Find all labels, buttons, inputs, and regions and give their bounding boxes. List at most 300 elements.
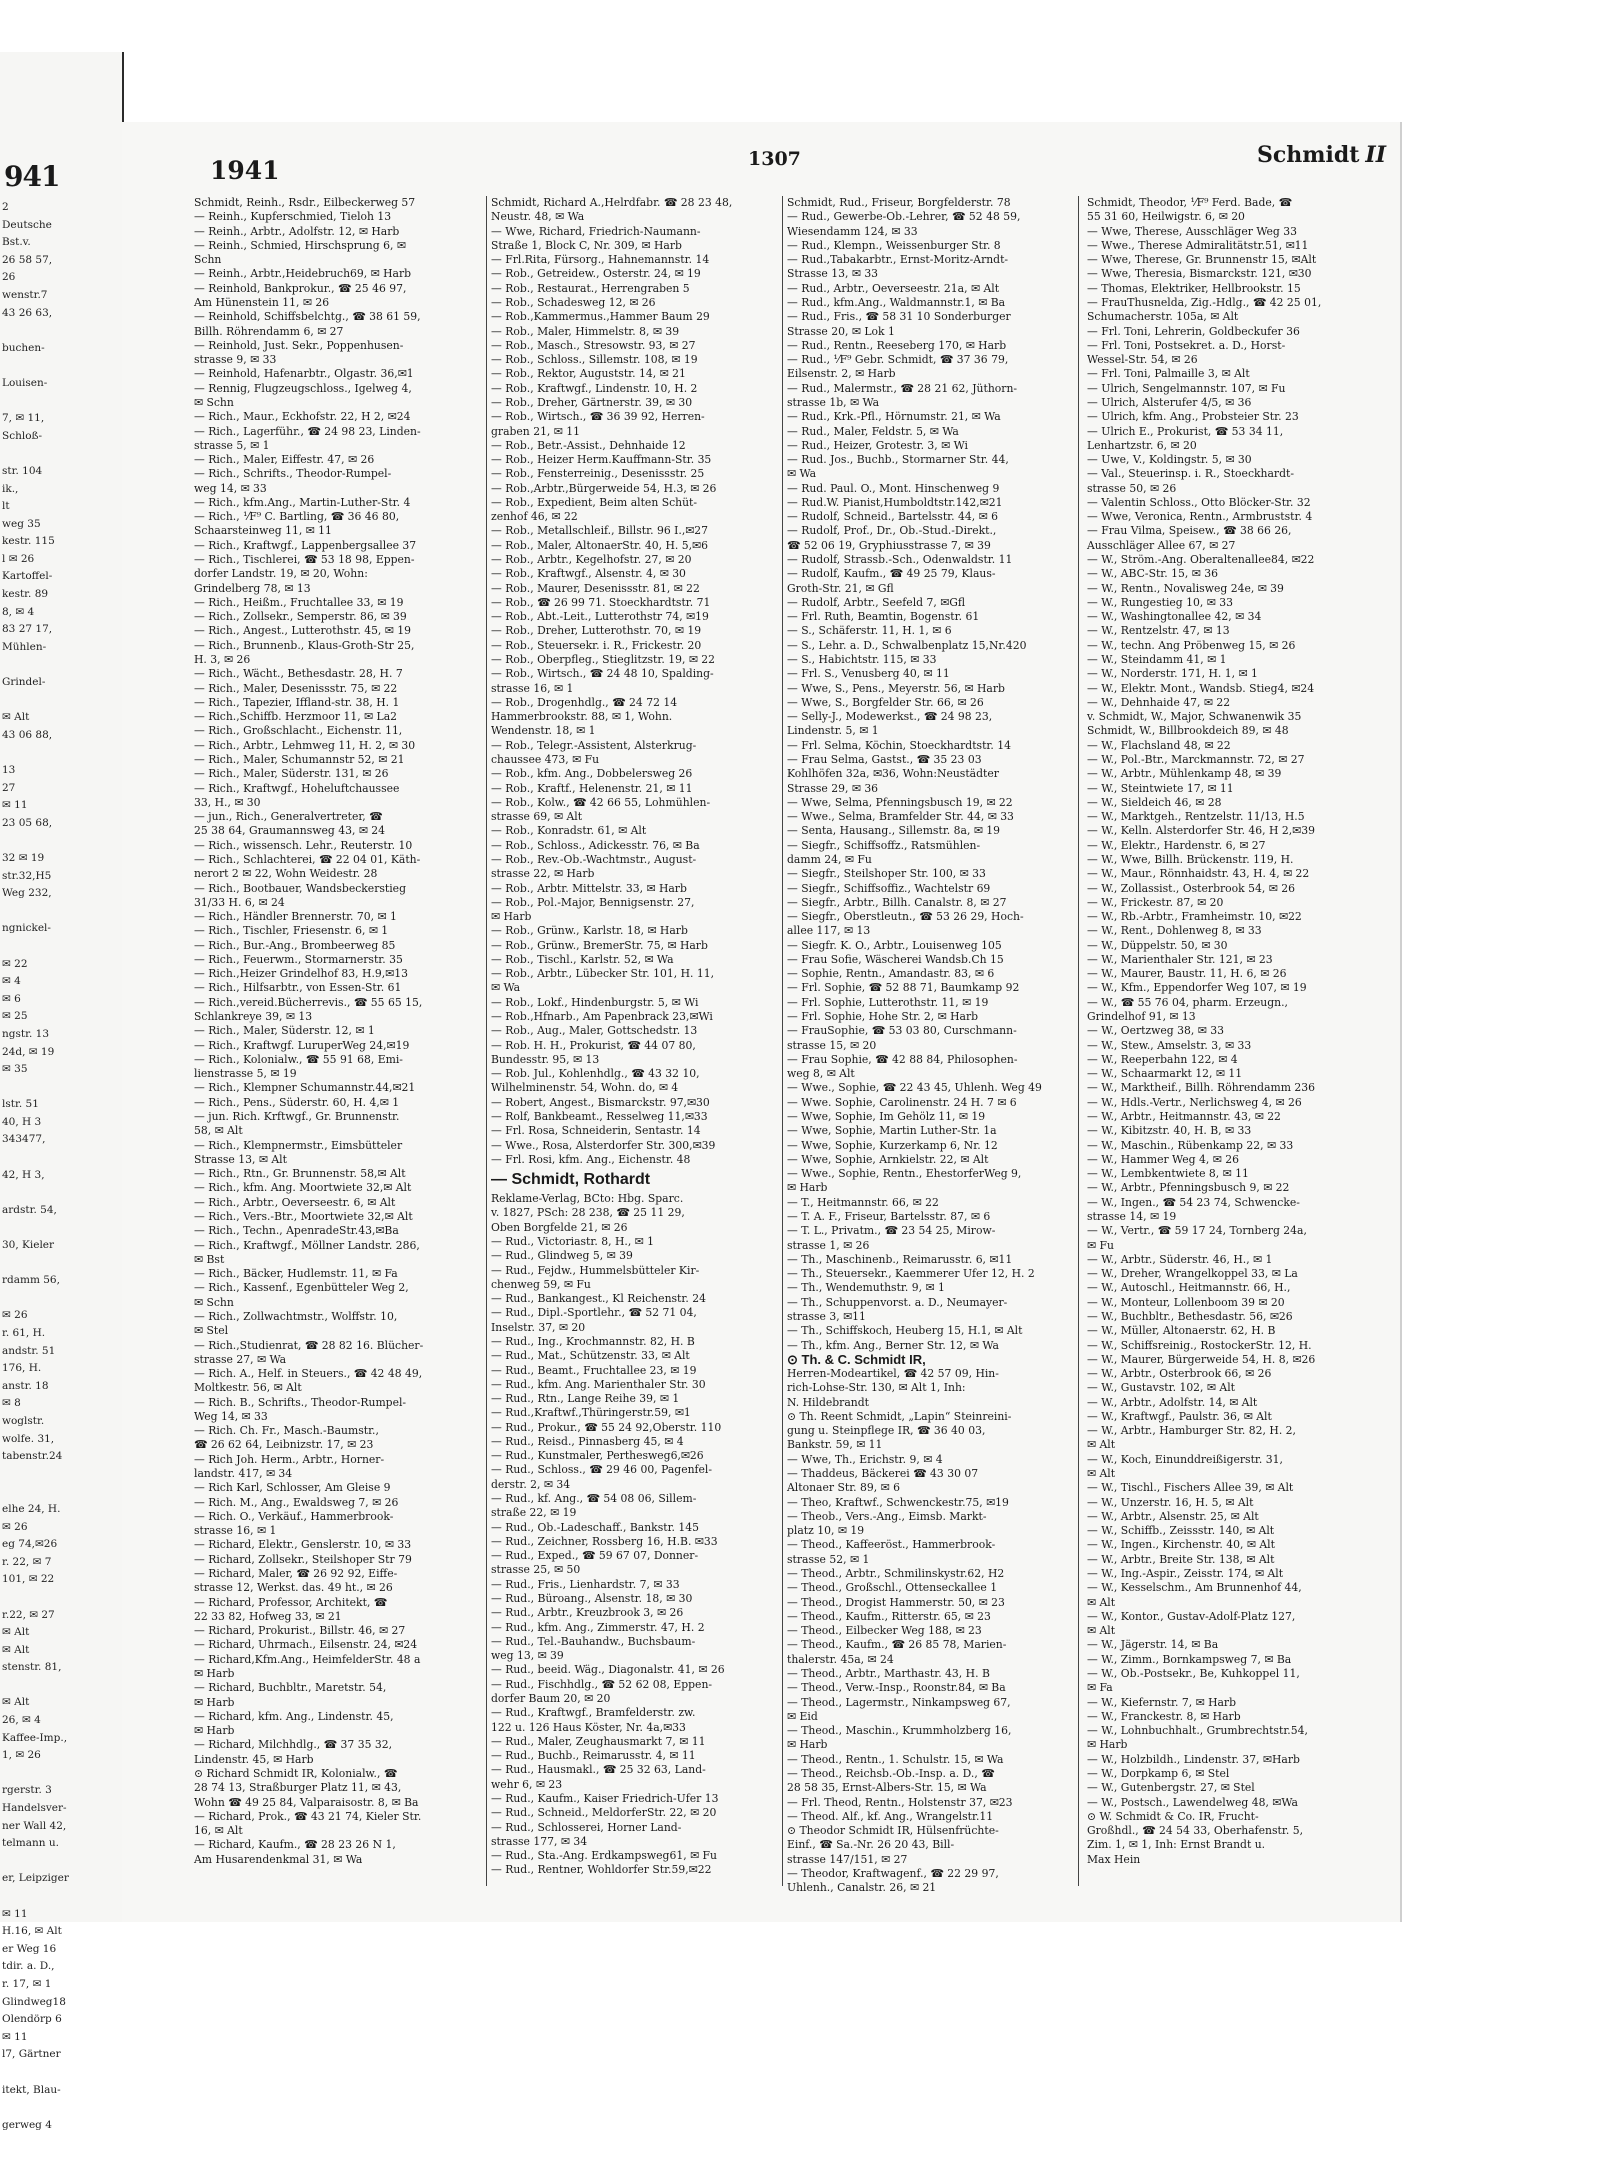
directory-entry-line: — Rich Joh. Herm., Arbtr., Horner- (194, 1452, 385, 1466)
previous-page-line: ngstr. 13 (2, 1027, 49, 1040)
directory-entry-line: chaussee 473, ✉ Fu (491, 752, 600, 766)
directory-entry-line: — Rud., Rentn., Reeseberg 170, ✉ Harb (787, 338, 1007, 352)
directory-entry-line: — W., Kelln. Alsterdorfer Str. 46, H 2,✉39 (1087, 824, 1315, 838)
previous-page-line: ✉ 22 (2, 957, 28, 970)
previous-page-line: weg 35 (2, 517, 41, 530)
directory-entry-line: — W., Ingen., ☎ 54 23 74, Schwencke- (1087, 1195, 1300, 1209)
directory-entry-line: — Rud., Reisd., Pinnasberg 45, ✉ 4 (491, 1434, 684, 1448)
directory-entry-line: — Rob., Wirtsch., ☎ 36 39 92, Herren- (491, 410, 705, 424)
directory-entry-line: — Valentin Schloss., Otto Blöcker-Str. 32 (1087, 495, 1311, 509)
directory-entry-line: — Rob., Masch., Stresowstr. 93, ✉ 27 (491, 338, 696, 352)
directory-entry-line: — Frl. S., Venusberg 40, ✉ 11 (787, 667, 950, 681)
directory-entry-line: — Uwe, V., Koldingstr. 5, ✉ 30 (1087, 453, 1252, 467)
directory-entry-line: — W., Franckestr. 8, ✉ Harb (1087, 1709, 1241, 1723)
directory-entry-line: platz 10, ✉ 19 (787, 1524, 865, 1538)
previous-page-line (2, 1853, 122, 1871)
previous-page-line: Bst.v. (2, 236, 31, 249)
directory-entry-line: — W., Arbtr., Süderstr. 46, H., ✉ 1 (1087, 1252, 1273, 1266)
previous-page-line: 83 27 17, (2, 623, 53, 636)
directory-entry-line: — W., Hdls.-Vertr., Nerlichsweg 4, ✉ 26 (1087, 1095, 1302, 1109)
previous-page-line: ✉ 8 (2, 1397, 21, 1410)
previous-page-line (2, 938, 122, 956)
directory-entry-line: — Rob., Fensterreinig., Desenissstr. 25 (491, 467, 705, 481)
previous-page-line: Kartoffel- (2, 570, 53, 583)
directory-entry-line: — Frl.Rita, Fürsorg., Hahnemannstr. 14 (491, 253, 710, 267)
directory-entry-line: ✉ Wa (491, 981, 521, 995)
previous-page-line: kestr. 115 (2, 535, 55, 548)
directory-entry-line: 22 33 82, Hofweg 33, ✉ 21 (194, 1609, 342, 1623)
directory-entry-line: — W., ABC-Str. 15, ✉ 36 (1087, 567, 1218, 581)
directory-entry-line: — Reinhold, Just. Sekr., Poppenhusen- (194, 338, 404, 352)
directory-entry-line: ✉ Harb (491, 910, 532, 924)
directory-entry-line: — Rich., Klempner Schumannstr.44,✉21 (194, 1081, 416, 1095)
directory-entry-line: strasse 16, ✉ 1 (194, 1524, 277, 1538)
previous-page-line: ✉ Alt (2, 711, 30, 724)
directory-entry-line: — Rud.,Tabakarbtr., Ernst-Moritz-Arndt- (787, 253, 1009, 267)
directory-entry-line: — Rich., kfm. Ang. Moortwiete 32,✉ Alt (194, 1181, 412, 1195)
directory-entry-line: — Rud. Paul. O., Mont. Hinschenweg 9 (787, 481, 1000, 495)
directory-entry-line: — Rich., Pens., Süderstr. 60, H. 4,✉ 1 (194, 1095, 400, 1109)
directory-entry-line: — W., Arbtr., Osterbrook 66, ✉ 26 (1087, 1367, 1272, 1381)
directory-entry-line: Lindenstr. 5, ✉ 1 (787, 724, 879, 738)
previous-page-line (2, 1677, 122, 1695)
directory-entry-line: — Frl. Toni, Palmaille 3, ✉ Alt (1087, 367, 1250, 381)
directory-entry-line: — Rud., Kraftwgf., Bramfelderstr. zw. (491, 1706, 696, 1720)
directory-entry-line: strasse 22, ✉ Harb (491, 867, 595, 881)
directory-entry-line: — Rich., Maler, Eiffestr. 47, ✉ 26 (194, 453, 375, 467)
directory-entry-line: — Rich., Angest., Lutterothstr. 45, ✉ 19 (194, 624, 412, 638)
directory-entry-line: — Reinh., Arbtr.,Heidebruch69, ✉ Harb (194, 267, 412, 281)
directory-entry-line: — Rud., Tel.-Bauhandw., Buchsbaum- (491, 1634, 696, 1648)
directory-entry-line: — Wwe., Therese Admiralitätstr.51, ✉11 (1087, 238, 1309, 252)
directory-entry-line: ✉ Alt (1087, 1438, 1116, 1452)
directory-entry-line: — W., Arbtr., Pfenningsbusch 9, ✉ 22 (1087, 1181, 1290, 1195)
directory-entry-line: — W., techn. Ang Pröbenweg 15, ✉ 26 (1087, 638, 1296, 652)
directory-entry-line: — Richard, Zollsekr., Steilshoper Str 79 (194, 1552, 412, 1566)
directory-entry-line: — Rud., Fris., ☎ 58 31 10 Sonderburger (787, 310, 1011, 324)
directory-entry-line: — Rich., Bur.-Ang., Brombeerweg 85 (194, 938, 396, 952)
previous-page-line: 42, H 3, (2, 1168, 45, 1181)
previous-page-line: anstr. 18 (2, 1379, 49, 1392)
directory-entry-line: — Rich., Schlachterei, ☎ 22 04 01, Käth- (194, 852, 421, 866)
directory-entry-line: — Reinhold, Hafenarbtr., Olgastr. 36,✉1 (194, 367, 414, 381)
directory-entry-line: — W., Arbtr., Breite Str. 138, ✉ Alt (1087, 1552, 1275, 1566)
previous-page-line: Deutsche (2, 218, 52, 231)
directory-entry-line: — W., Wwe, Billh. Brückenstr. 119, H. (1087, 852, 1294, 866)
previous-page-line: ✉ 26 (2, 1520, 28, 1533)
directory-entry-line: — Theod., Großschl., Ottenseckallee 1 (787, 1581, 998, 1595)
directory-entry-line: Zim. 1, ✉ 1, Inh: Ernst Brandt u. (1087, 1838, 1266, 1852)
directory-entry-line: — W., Maurer, Baustr. 11, H. 6, ✉ 26 (1087, 967, 1287, 981)
directory-entry-line: strasse 3, ✉11 (787, 1309, 866, 1323)
previous-page-line (2, 903, 122, 921)
previous-page-line: Weg 232, (2, 887, 52, 900)
directory-entry-line: — Ulrich, Alsterufer 4/5, ✉ 36 (1087, 395, 1252, 409)
previous-page-line: 343477, (2, 1133, 46, 1146)
directory-entry-line: — Rud., Prokur., ☎ 55 24 92,Oberstr. 110 (491, 1420, 722, 1434)
directory-entry-line: — W., Marienthaler Str. 121, ✉ 23 (1087, 952, 1273, 966)
directory-column-4 (1078, 196, 1372, 1886)
previous-page-line (2, 2064, 122, 2082)
previous-page-line: l7, Gärtner (2, 2048, 61, 2061)
directory-entry-line: — Richard, Buchbltr., Maretstr. 54, (194, 1681, 387, 1695)
directory-entry-line: — Frl. Theod, Rentn., Holstenstr 37, ✉23 (787, 1795, 1013, 1809)
previous-page-edge (0, 52, 124, 2131)
directory-entry-line: — W., Pol.-Btr., Marckmannstr. 72, ✉ 27 (1087, 752, 1305, 766)
directory-entry-line: — Siegfr., Arbtr., Billh. Canalstr. 8, ✉ 27 (787, 895, 1007, 909)
directory-entry-line: — Rich., Bootbauer, Wandsbeckerstieg (194, 881, 406, 895)
directory-entry-line: Strasse 29, ✉ 36 (787, 781, 879, 795)
directory-entry-line: — Rud., Zeichner, Rossberg 16, H.B. ✉33 (491, 1534, 718, 1548)
directory-entry-line: — Rich., Arbtr., Oeverseestr. 6, ✉ Alt (194, 1195, 396, 1209)
directory-entry-line: — Rich. Ch. Fr., Masch.-Baumstr., (194, 1424, 379, 1438)
directory-entry-line: strasse 52, ✉ 1 (787, 1552, 870, 1566)
directory-entry-line: — W., Marktheif., Billh. Röhrendamm 236 (1087, 1081, 1316, 1095)
directory-entry-line: — Rich., Schrifts., Theodor-Rumpel- (194, 467, 392, 481)
previous-page-line: 176, H. (2, 1362, 42, 1375)
previous-page-line: 101, ✉ 22 (2, 1573, 55, 1586)
directory-entry-line: — Rob.,Arbtr.,Bürgerweide 54, H.3, ✉ 26 (491, 481, 717, 495)
directory-column-3 (782, 196, 1072, 1895)
previous-page-line: ardstr. 54, (2, 1203, 57, 1216)
directory-entry-line: — Rud., Fejdw., Hummelsbütteler Kir- (491, 1263, 700, 1277)
directory-entry-line: 31/33 H. 6, ✉ 24 (194, 895, 285, 909)
directory-entry-line: — Frl. Toni, Postsekret. a. D., Horst- (1087, 338, 1286, 352)
directory-entry-line: — Frau Sofie, Wäscherei Wandsb.Ch 15 (787, 952, 1004, 966)
directory-entry-line: Kohlhöfen 32a, ✉36, Wohn:Neustädter (787, 767, 999, 781)
directory-entry-line: — Rob., Restaurat., Herrengraben 5 (491, 281, 690, 295)
directory-entry-line: — Frl. Sophie, Lutterothstr. 11, ✉ 19 (787, 995, 989, 1009)
directory-entry-line: — Rich., Tapezier, Iffland-str. 38, H. 1 (194, 695, 400, 709)
directory-entry-line: — Richard, Professor, Architekt, ☎ (194, 1595, 388, 1609)
directory-entry-line: Wohn ☎ 49 25 84, Valparaisostr. 8, ✉ Ba (194, 1795, 419, 1809)
directory-entry-line: — Rud.W. Pianist,Humboldtstr.142,✉21 (787, 495, 1003, 509)
directory-entry-line: — W., Steintwiete 17, ✉ 11 (1087, 781, 1234, 795)
directory-entry-line: — W., Schaarmarkt 12, ✉ 11 (1087, 1067, 1243, 1081)
directory-entry-line: Schmidt, W., Billbrookdeich 89, ✉ 48 (1087, 724, 1289, 738)
directory-entry-line: — Ulrich, kfm. Ang., Probsteier Str. 23 (1087, 410, 1299, 424)
previous-page-line: 2 (2, 201, 9, 213)
directory-entry-line: strasse 1, ✉ 26 (787, 1238, 870, 1252)
previous-page-line: str. 104 (2, 464, 43, 477)
previous-page-line: lt (2, 500, 10, 513)
directory-entry-line: — Frau Selma, Gastst., ☎ 35 23 03 (787, 752, 982, 766)
directory-entry-line: — Rich., Arbtr., Lehmweg 11, H. 2, ✉ 30 (194, 738, 416, 752)
directory-entry-line: — W., Jägerstr. 14, ✉ Ba (1087, 1638, 1219, 1652)
directory-entry-line: — Rich Karl, Schlosser, Am Gleise 9 (194, 1481, 391, 1495)
directory-entry-line: Schn (194, 253, 222, 267)
directory-entry-line: — Rob., Schloss., Adickesstr. 76, ✉ Ba (491, 838, 700, 852)
directory-entry-line: — Rudolf, Prof., Dr., Ob.-Stud.-Direkt., (787, 524, 997, 538)
previous-page-line: ✉ 25 (2, 1010, 28, 1023)
directory-entry-line: — Rudolf, Schneid., Bartelsstr. 44, ✉ 6 (787, 510, 998, 524)
directory-entry-line: Strasse 13, ✉ 33 (787, 267, 879, 281)
previous-page-line: 40, H 3 (2, 1115, 42, 1128)
previous-page-line (2, 656, 122, 674)
directory-entry-line: strasse 9, ✉ 33 (194, 353, 277, 367)
directory-entry-line: — FrauSophie, ☎ 53 03 80, Curschmann- (787, 1024, 1017, 1038)
directory-entry-line: — Rich., Kraftwgf. LuruperWeg 24,✉19 (194, 1038, 410, 1052)
directory-entry-line: — Rud., Glindweg 5, ✉ 39 (491, 1249, 633, 1263)
directory-entry-line: — Wwe, S., Pens., Meyerstr. 56, ✉ Harb (787, 681, 1005, 695)
directory-entry-line: — Rich.,Studienrat, ☎ 28 82 16. Blücher- (194, 1338, 424, 1352)
directory-entry-line: — Rudolf, Arbtr., Seefeld 7, ✉Gfl (787, 595, 966, 609)
directory-entry-line: — S., Schäferstr. 11, H. 1, ✉ 6 (787, 624, 952, 638)
directory-entry-line: — Rud., Maler, Zeughausmarkt 7, ✉ 11 (491, 1734, 706, 1748)
directory-entry-line: — Rud., Maler, Feldstr. 5, ✉ Wa (787, 424, 959, 438)
previous-page-line: andstr. 51 (2, 1344, 56, 1357)
directory-entry-line: Lenhartzstr. 6, ✉ 20 (1087, 438, 1197, 452)
directory-entry-line: — W., Postsch., Lawendelweg 48, ✉Wa (1087, 1795, 1298, 1809)
directory-entry-line: — W., Unzerstr. 16, H. 5, ✉ Alt (1087, 1495, 1254, 1509)
directory-entry-line: weg 8, ✉ Alt (787, 1067, 855, 1081)
directory-entry-line: weg 14, ✉ 33 (194, 481, 267, 495)
directory-entry-line: — Rolf, Bankbeamt., Resselweg 11,✉33 (491, 1110, 708, 1123)
directory-entry-line: — Rob., kfm. Ang., Dobbelersweg 26 (491, 767, 693, 781)
previous-page-line: lstr. 51 (2, 1098, 39, 1111)
previous-page-line: 30, Kieler (2, 1239, 55, 1252)
directory-entry-line: — Rich., Lagerführ., ☎ 24 98 23, Linden- (194, 424, 421, 438)
previous-page-line: ✉ Alt (2, 1643, 30, 1656)
directory-entry-line: ✉ Bst (194, 1252, 225, 1266)
directory-entry-line: — Rennig, Flugzeugschloss., Igelweg 4, (194, 381, 412, 395)
directory-entry-line: — Frl. Rosi, kfm. Ang., Eichenstr. 48 (491, 1152, 691, 1166)
directory-entry-line: — W., Düppelstr. 50, ✉ 30 (1087, 938, 1228, 952)
directory-entry-line: — W., Tischl., Fischers Allee 39, ✉ Alt (1087, 1481, 1294, 1495)
directory-entry-line: — Rich., Großschlacht., Eichenstr. 11, (194, 724, 403, 738)
directory-entry-line: — W., Maschin., Rübenkamp 22, ✉ 33 (1087, 1138, 1294, 1152)
previous-page-line (2, 832, 122, 850)
directory-entry-line: derstr. 2, ✉ 34 (491, 1477, 571, 1491)
directory-entry-line: — Th., Maschinenb., Reimarusstr. 6, ✉11 (787, 1252, 1013, 1266)
directory-entry-line: — Rob., Aug., Maler, Gottschedstr. 13 (491, 1024, 698, 1038)
previous-page-line: itekt, Blau- (2, 2083, 61, 2096)
directory-entry-line: — Rich., Zollsekr., Semperstr. 86, ✉ 39 (194, 610, 407, 624)
directory-entry-line: — Rich., Brunnenb., Klaus-Groth-Str 25, (194, 638, 415, 652)
directory-entry-line: strasse 15, ✉ 20 (787, 1038, 877, 1052)
previous-page-line: 26 (2, 271, 16, 284)
directory-entry-line: — W., Arbtr., Heitmannstr. 43, ✉ 22 (1087, 1110, 1281, 1123)
directory-entry-line: Schmidt, Richard A.,Helrdfabr. ☎ 28 23 48, (491, 196, 733, 209)
directory-entry-line: strasse 12, Werkst. das. 49 ht., ✉ 26 (194, 1581, 393, 1595)
previous-page-line (2, 1079, 122, 1097)
directory-entry-line: damm 24, ✉ Fu (787, 852, 872, 866)
directory-entry-line: gung u. Steinpflege IR, ☎ 36 40 03, (787, 1424, 986, 1438)
directory-entry-line: v. Schmidt, W., Major, Schwanenwik 35 (1087, 710, 1302, 724)
directory-entry-line: — Rich., Klempnermstr., Eimsbütteler (194, 1138, 403, 1152)
directory-entry-line: Am Hünenstein 11, ✉ 26 (194, 295, 330, 309)
directory-entry-line: — Rob., ☎ 26 99 71. Stoeckhardtstr. 71 (491, 595, 711, 609)
directory-entry-line: — Rud., Arbtr., Kreuzbrook 3, ✉ 26 (491, 1606, 684, 1620)
running-title (1257, 142, 1386, 168)
directory-entry-line: zenhof 46, ✉ 22 (491, 510, 578, 524)
directory-entry-line: — Wwe, Veronica, Rentn., Armbruststr. 4 (1087, 510, 1313, 524)
page-number: 1307 (748, 148, 801, 170)
directory-entry-line: — Rud., Bankangest., Kl Reichenstr. 24 (491, 1292, 706, 1306)
directory-entry-line: — Richard, Kaufm., ☎ 28 23 26 N 1, (194, 1838, 396, 1852)
previous-page-line (2, 1290, 122, 1308)
directory-entry-line: Inselstr. 37, ✉ 20 (491, 1320, 586, 1334)
directory-entry-line: — Frau Vilma, Speisew., ☎ 38 66 26, (1087, 524, 1292, 538)
directory-entry-line: — Rich. A., Helf. in Steuers., ☎ 42 48 49, (194, 1367, 423, 1381)
directory-entry-line: — Rob.,Kammermus.,Hammer Baum 29 (491, 310, 710, 324)
directory-entry-line: — Richard, Elektr., Genslerstr. 10, ✉ 33 (194, 1538, 412, 1552)
directory-entry-line: ⊙ Th. Reent Schmidt, „Lapin“ Steinreini- (787, 1409, 1012, 1423)
directory-entry-line: — Rud., kf. Ang., ☎ 54 08 06, Sillem- (491, 1492, 697, 1506)
directory-entry-line: — Rich., kfm.Ang., Martin-Luther-Str. 4 (194, 495, 411, 509)
directory-entry-line: Wessel-Str. 54, ✉ 26 (1087, 353, 1198, 367)
directory-entry-line: Schlankreye 39, ✉ 13 (194, 1010, 313, 1024)
directory-entry-line: Uhlenh., Canalstr. 26, ✉ 21 (787, 1881, 937, 1895)
directory-entry-line: — Rob., Maurer, Desenissstr. 81, ✉ 22 (491, 581, 700, 595)
directory-entry-line: — Rud., Hausmakl., ☎ 25 32 63, Land- (491, 1763, 706, 1777)
directory-entry-line: — Rob. Jul., Kohlenhdlg., ☎ 43 32 10, (491, 1067, 700, 1081)
directory-entry-line: ⊙ W. Schmidt & Co. IR, Frucht- (1087, 1809, 1259, 1823)
previous-page-line: telmann u. (2, 1837, 59, 1850)
directory-entry-line: — Rud., Heizer, Grotestr. 3, ✉ Wi (787, 438, 968, 452)
previous-page-line: 24d, ✉ 19 (2, 1045, 55, 1058)
directory-entry-line: — Rich., Kraftwgf., Hoheluftchaussee (194, 781, 400, 795)
directory-entry-line: — Val., Steuerinsp. i. R., Stoeckhardt- (1087, 467, 1294, 481)
directory-entry-line: — Wwe, S., Borgfelder Str. 66, ✉ 26 (787, 695, 984, 709)
directory-entry-line: — W., Kfm., Eppendorfer Weg 107, ✉ 19 (1087, 981, 1307, 995)
directory-entry-line: — Rob. H. H., Prokurist, ☎ 44 07 80, (491, 1038, 696, 1052)
directory-entry-line: — W., Kesselschm., Am Brunnenhof 44, (1087, 1581, 1302, 1595)
directory-entry-line: — Rob., Grünw., Karlstr. 18, ✉ Harb (491, 924, 688, 938)
previous-page-line: 32 ✉ 19 (2, 851, 45, 864)
directory-entry-line: Wilhelminenstr. 54, Wohn. do, ✉ 4 (491, 1081, 679, 1095)
directory-entry-line: — Rob., Arbtr., Kegelhofstr. 27, ✉ 20 (491, 553, 692, 567)
directory-entry-line: ⊙ Richard Schmidt IR, Kolonialw., ☎ (194, 1766, 398, 1780)
directory-entry-line: — W., Oertzweg 38, ✉ 33 (1087, 1024, 1224, 1038)
directory-entry-line: — Rob., Dreher, Lutterothstr. 70, ✉ 19 (491, 624, 702, 638)
directory-entry-line: — W., Reeperbahn 122, ✉ 4 (1087, 1052, 1238, 1066)
directory-entry-line: — Richard, kfm. Ang., Lindenstr. 45, (194, 1709, 394, 1723)
directory-entry-line: — Rob., Kraftf., Helenenstr. 21, ✉ 11 (491, 781, 693, 795)
directory-entry-line: — Rob., Arbtr., Lübecker Str. 101, H. 11, (491, 967, 715, 981)
header-year: 1941 (210, 156, 280, 185)
directory-entry-line: — Rud., Beamt., Fruchtallee 23, ✉ 19 (491, 1363, 697, 1377)
directory-entry-line: — Rob., Getreidew., Osterstr. 24, ✉ 19 (491, 267, 701, 281)
directory-entry-line: — Frl. Sophie, Hohe Str. 2, ✉ Harb (787, 1010, 979, 1024)
directory-entry-line: — Rud.,Kraftwf.,Thüringerstr.59, ✉1 (491, 1406, 691, 1420)
directory-entry-line: — W., Lohnbuchhalt., Grumbrechtstr.54, (1087, 1724, 1308, 1738)
directory-entry-line: — jun., Rich., Generalvertreter, ☎ (194, 810, 383, 824)
directory-entry-line: ✉ Wa (787, 467, 817, 481)
directory-entry-line: — Rich., Kraftwgf., Lappenbergsallee 37 (194, 538, 417, 552)
previous-page-line (2, 2099, 122, 2117)
directory-entry-line: chenweg 59, ✉ Fu (491, 1277, 591, 1291)
previous-page-line: r. 61, H. (2, 1327, 46, 1339)
previous-page-line: ✉ 11 (2, 2030, 28, 2043)
directory-entry-line: — Rich., Feuerwm., Stormarnerstr. 35 (194, 952, 403, 966)
previous-page-line (2, 692, 122, 710)
directory-entry-line: ✉ Schn (194, 1295, 234, 1309)
directory-entry-line: — Rob., Drogenhdlg., ☎ 24 72 14 (491, 695, 678, 709)
directory-entry-line: Moltkestr. 56, ✉ Alt (194, 1381, 302, 1395)
directory-entry-line: — Rich., Händler Brennerstr. 70, ✉ 1 (194, 910, 397, 924)
directory-entry-line: — Rud., Gewerbe-Ob.-Lehrer, ☎ 52 48 59, (787, 210, 1021, 224)
directory-entry-line: Herren-Modeartikel, ☎ 42 57 09, Hin- (787, 1367, 999, 1381)
page-header (122, 122, 1400, 186)
directory-entry-line: 25 38 64, Graumannsweg 43, ✉ 24 (194, 824, 386, 838)
directory-entry-line: — Rud., kfm.Ang., Waldmannstr.1, ✉ Ba (787, 295, 1006, 309)
firm-heading: ⊙ Th. & C. Schmidt IR, (787, 1351, 926, 1367)
directory-entry-line: — W., Vertr., ☎ 59 17 24, Tornberg 24a, (1087, 1224, 1307, 1238)
directory-entry-line: 33, H., ✉ 30 (194, 795, 261, 809)
directory-entry-line: — W., Maur., Rönnhaidstr. 43, H. 4, ✉ 22 (1087, 867, 1310, 881)
directory-entry-line: — W., Marktgeh., Rentzelstr. 11/13, H.5 (1087, 810, 1305, 824)
directory-entry-line: — Wwe, Richard, Friedrich-Naumann- (491, 224, 701, 238)
directory-entry-line: ✉ Harb (194, 1724, 235, 1738)
previous-page-line: ✉ 11 (2, 799, 28, 812)
directory-column-1 (190, 196, 479, 1886)
previous-page-line: kestr. 89 (2, 588, 49, 601)
directory-entry-line: strasse 14, ✉ 19 (1087, 1209, 1177, 1223)
directory-entry-line: — Wwe, Sophie, Martin Luther-Str. 1a (787, 1124, 997, 1138)
directory-entry-line: — Senta, Hausang., Sillemstr. 8a, ✉ 19 (787, 824, 1001, 838)
directory-entry-line: strasse 1b, ✉ Wa (787, 395, 880, 409)
directory-entry-line: — Rich., ⅟F⁹ C. Bartling, ☎ 36 46 80, (194, 510, 400, 524)
directory-entry-line: — Theod., Lagermstr., Ninkampsweg 67, (787, 1695, 1011, 1709)
directory-entry-line: — W., Holzbildh., Lindenstr. 37, ✉Harb (1087, 1752, 1300, 1766)
directory-entry-line: — Rud., Buchb., Reimarusstr. 4, ✉ 11 (491, 1749, 696, 1763)
directory-entry-line: — Rob., Lokf., Hindenburgstr. 5, ✉ Wi (491, 995, 699, 1009)
directory-entry-line: — Rob., Expedient, Beim alten Schüt- (491, 495, 698, 509)
directory-entry-line: — Wwe., Rosa, Alsterdorfer Str. 300,✉39 (491, 1138, 716, 1152)
directory-entry-line: — W., Maurer, Bürgerweide 54, H. 8, ✉26 (1087, 1352, 1316, 1366)
directory-entry-line: — Sophie, Rentn., Amandastr. 83, ✉ 6 (787, 967, 995, 981)
directory-entry-line: strasse 16, ✉ 1 (491, 681, 574, 695)
directory-entry-line: ✉ Alt (1087, 1595, 1116, 1609)
previous-page-line: ✉ 6 (2, 992, 21, 1005)
directory-entry-line: — Rud., Krk.-Pfl., Hörnumstr. 21, ✉ Wa (787, 410, 1001, 424)
directory-entry-line: — Reinhold, Schiffsbelchtg., ☎ 38 61 59, (194, 310, 421, 324)
directory-entry-line: N. Hildebrandt (787, 1395, 869, 1409)
directory-entry-line: — Wwe, Therese, Ausschläger Weg 33 (1087, 224, 1298, 238)
directory-entry-line: Straße 1, Block C, Nr. 309, ✉ Harb (491, 238, 682, 252)
directory-entry-line: — W., Rungestieg 10, ✉ 33 (1087, 595, 1233, 609)
directory-entry-line: graben 21, ✉ 11 (491, 424, 581, 438)
previous-page-line: str.32,H5 (2, 869, 52, 882)
directory-entry-line: — Rich.,Heizer Grindelhof 83, H.9,✉13 (194, 967, 408, 981)
previous-page-line: ✉ Alt (2, 1696, 30, 1709)
previous-page-line: ner Wall 42, (2, 1819, 67, 1832)
previous-page-line: 1, ✉ 26 (2, 1749, 41, 1762)
directory-entry-line: Lindenstr. 45, ✉ Harb (194, 1752, 314, 1766)
directory-entry-line: — W., Kiefernstr. 7, ✉ Harb (1087, 1695, 1236, 1709)
previous-page-line: rgerstr. 3 (2, 1784, 52, 1797)
directory-entry-line: — W., Elektr., Hardenstr. 6, ✉ 27 (1087, 838, 1266, 852)
directory-entry-line: ✉ Stel (194, 1324, 229, 1338)
directory-entry-line: — Rob., Grünw., BremerStr. 75, ✉ Harb (491, 938, 708, 952)
directory-entry-line: Bundesstr. 95, ✉ 13 (491, 1052, 600, 1066)
directory-entry-line: — Theod., Kaufm., Ritterstr. 65, ✉ 23 (787, 1609, 991, 1623)
directory-entry-line: — W., Ström.-Ang. Oberaltenallee84, ✉22 (1087, 553, 1315, 567)
directory-entry-line: — Wwe., Sophie, ☎ 22 43 45, Uhlenh. Weg 49 (787, 1081, 1042, 1095)
directory-entry-line: — W., Arbtr., Mühlenkamp 48, ✉ 39 (1087, 767, 1282, 781)
directory-entry-line: — Ulrich E., Prokurist, ☎ 53 34 11, (1087, 424, 1284, 438)
previous-page-line: tdir. a. D., (2, 1960, 55, 1973)
directory-entry-line: — Rich., Hilfsarbtr., von Essen-Str. 61 (194, 981, 402, 995)
previous-page-line: elhe 24, H. (2, 1502, 61, 1515)
previous-page-line: Kaffee-Imp., (2, 1731, 68, 1744)
directory-entry-line: ✉ Schn (194, 395, 234, 409)
directory-entry-line: — Rob., Steuersekr. i. R., Frickestr. 20 (491, 638, 702, 652)
directory-entry-line: — Th., Steuersekr., Kaemmerer Ufer 12, H. 2 (787, 1267, 1035, 1281)
previous-page-line: r. 17, ✉ 1 (2, 1977, 52, 1990)
directory-entry-line: — Rob., Schadesweg 12, ✉ 26 (491, 295, 656, 309)
